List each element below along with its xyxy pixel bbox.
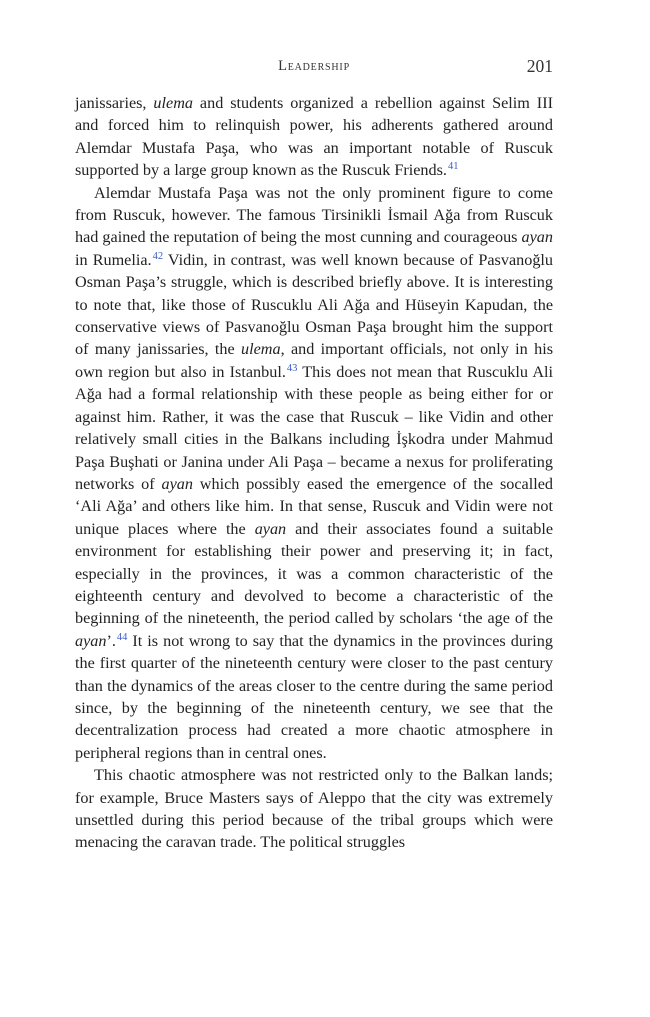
text-run: Vidin, in contrast, was well known because of Pasvanoğlu Osman Paşa’s struggle, which is described briefly above. It is interesting to note that, like those of Ruscuklu Ali Ağa and Hüseyin Kapudan, the conservative views of Pasvanoğlu Osman Paşa brought him the support of many janissaries, the: [75, 250, 553, 359]
footnote-marker[interactable]: 44: [116, 631, 128, 643]
text-run: janissaries,: [75, 94, 154, 112]
italic-term: ayan: [254, 519, 287, 538]
book-page: [75, 56, 553, 854]
text-run: , and important officials, not only in his own region but also in Istanbul.: [75, 340, 553, 381]
page-number: 201: [526, 56, 553, 76]
footnote-marker[interactable]: 42: [152, 250, 164, 262]
footnote-marker[interactable]: 43: [286, 362, 298, 374]
text-run: This does not mean that Ruscuklu Ali Ağa had a formal relationship with these people as being either for or against him. Rather, it was the case that Ruscuk – like Vidin and other relatively small cities in the Balkans including İşkodra under Mahmud Paşa Buşhati or Janina under Ali Paşa – became a nexus for proliferating networks of: [75, 362, 554, 493]
text-run: It is not wrong to say that the dynamics in the provinces during the first quarter of the nineteenth century were closer to the past century than the dynamics of the areas closer to the centre during the same period since, by the beginning of the nineteenth century, we see that the decentralization process had created a more chaotic atmosphere in peripheral regions than in central ones.: [75, 631, 553, 762]
running-head: [75, 56, 553, 78]
body-text: [75, 92, 553, 854]
text-run: and students organized a rebellion against Selim III and forced him to relinquish power, his adherents gathered around Alemdar Mustafa Paşa, who was an important notable of Ruscuk supported by a large group known as the Ruscuk Friends.: [75, 94, 553, 180]
text-run: in Rumelia.: [75, 250, 152, 269]
text-run: This chaotic atmosphere was not restricted only to the Balkan lands; for example, Bruce Masters says of Aleppo that the city was extremely unsettled during this period because of the tribal groups which were menacing the caravan trade. The political struggles: [75, 766, 553, 852]
italic-term: ulema: [241, 340, 281, 359]
text-run: ’.: [106, 631, 116, 650]
italic-term: ayan: [521, 228, 553, 247]
text-run: which possibly eased the emergence of the socalled ‘Ali Ağa’ and others like him. In that sense, Ruscuk and Vidin were not unique places where the: [75, 474, 553, 538]
italic-term: ulema: [153, 94, 193, 112]
paragraph: [75, 764, 553, 854]
text-run: Alemdar Mustafa Paşa was not the only prominent figure to come from Ruscuk, however. The famous Tirsinikli İsmail Ağa from Ruscuk had gained the reputation of being the most cunning and courageous: [75, 183, 553, 247]
paragraph: [75, 182, 553, 765]
paragraph: [75, 92, 553, 182]
italic-term: ayan: [161, 474, 193, 493]
footnote-marker[interactable]: 41: [447, 161, 459, 173]
running-head-title: Leadership: [278, 58, 350, 74]
text-run: and their associates found a suitable environment for establishing their power and preserving it; in fact, especially in the provinces, it was a common characteristic of the eighteenth century and devolved to become a characteristic of the beginning of the nineteenth, the period called by scholars ‘the age of the: [75, 519, 554, 628]
italic-term: ayan: [75, 631, 107, 650]
